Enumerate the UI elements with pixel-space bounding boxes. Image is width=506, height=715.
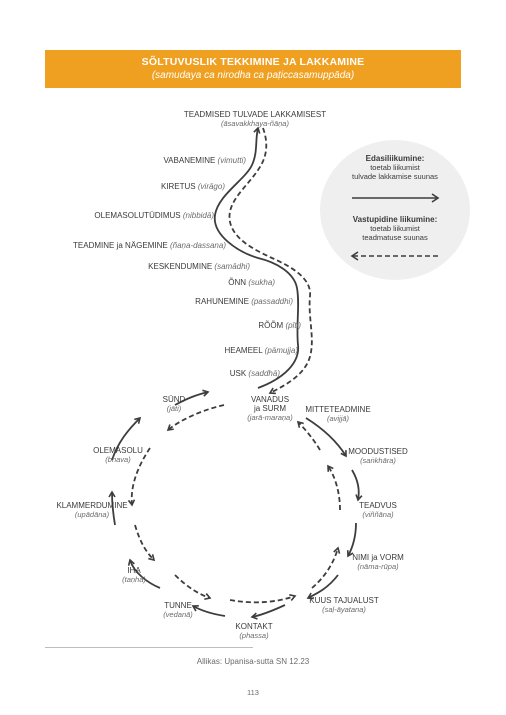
node-pali: (āsavakkhaya-ñāṇa) (221, 119, 289, 128)
legend-forward-line1: toetab liikumist (370, 163, 420, 172)
node-label: KUUS TAJUALUST (309, 596, 379, 605)
node-pali: (nāma-rūpa) (357, 562, 399, 571)
node-pali: (phassa) (239, 631, 269, 640)
forward-arc-5 (252, 605, 285, 617)
node-onn (150, 278, 275, 287)
node-pali: (bhava) (105, 455, 131, 464)
node-label: USK (229, 369, 247, 378)
node-kiretus (80, 182, 225, 191)
node-label: RAHUNEMINE (195, 297, 249, 306)
node-pali: (jāti) (166, 404, 182, 413)
node-tunne (140, 601, 216, 619)
node-label: KONTAKT (235, 622, 273, 631)
node-pali: (virāgo) (197, 182, 225, 191)
node-pali: (sukha) (248, 278, 275, 287)
node-sund (150, 395, 198, 413)
node-label: SÜND (162, 395, 186, 404)
node-heameel (160, 346, 298, 355)
node-iha (104, 566, 164, 584)
node-label: MITTETEADMINE (305, 405, 371, 414)
forward-arc-2 (352, 470, 359, 500)
node-label: NIMI ja VORM (352, 553, 404, 562)
node-label: KESKENDUMINE (148, 262, 213, 271)
diagram-title: SÕLTUVUSLIK TEKKIMINE JA LAKKAMINE (141, 56, 365, 68)
footnote-rule (45, 647, 253, 648)
node-pali: (pāmujja) (264, 346, 298, 355)
legend-reverse-line2: teadmatuse suunas (362, 233, 428, 242)
node-pali: (taṇhā) (122, 575, 146, 584)
node-label: VABANEMINE (163, 156, 216, 165)
reverse-arc-4 (175, 575, 210, 598)
node-label: TEADMINE ja NÄGEMINE (73, 241, 168, 250)
node-label: HEAMEEL (224, 346, 263, 355)
node-label: TEADVUS (359, 501, 397, 510)
node-label: VANADUS (250, 395, 290, 404)
node-nimi-vorm (330, 553, 426, 571)
node-moodustised (330, 447, 426, 465)
node-label: IHA (127, 566, 141, 575)
node-olemasolutudimus (40, 211, 214, 220)
forward-arc-3 (348, 523, 356, 556)
node-pali: (samādhi) (214, 262, 250, 271)
node-pali: (upādāna) (74, 510, 110, 519)
node-rahunemine (120, 297, 293, 306)
legend (320, 140, 470, 280)
node-label: OLEMASOLU (93, 446, 143, 455)
node-teadmised (160, 110, 350, 128)
node-pali: (nibbidā) (182, 211, 214, 220)
node-label-2: ja SURM (253, 404, 286, 413)
node-pali: (vedanā) (163, 610, 193, 619)
node-pali: (ñaṇa-dassana) (169, 241, 226, 250)
node-label: KIRETUS (160, 182, 196, 191)
legend-arrows (320, 140, 470, 280)
node-pali: (passaddhi) (251, 297, 293, 306)
legend-reverse-text (320, 215, 470, 242)
node-klammerdumine (40, 501, 144, 519)
legend-reverse-line1: toetab liikumist (370, 224, 420, 233)
legend-reverse-title: Vastupidine liikumine: (352, 215, 438, 224)
node-pali: (avijjā) (326, 414, 350, 423)
node-label: RÕÕM (258, 321, 284, 330)
node-room (180, 321, 301, 330)
node-label: MOODUSTISED (348, 447, 408, 456)
node-olemasolu (80, 446, 156, 464)
node-label: OLEMASOLUTÜDIMUS (94, 211, 181, 220)
node-pali: (vimutti) (217, 156, 246, 165)
reverse-arc-5 (230, 596, 295, 602)
node-pali: (jarā-maraṇa) (247, 413, 293, 422)
node-teadvus (338, 501, 418, 519)
node-mitteteadmine (290, 405, 386, 423)
reverse-arc-3 (135, 525, 154, 560)
node-keskendumine (80, 262, 250, 271)
node-label: TUNNE (164, 601, 192, 610)
node-pali: (saḷ-āyatana) (322, 605, 366, 614)
legend-forward-title: Edasiliikumine: (365, 154, 425, 163)
node-pali: (saṅkhāra) (360, 456, 396, 465)
node-teadmine-nagemine (30, 241, 226, 250)
node-label: TEADMISED TULVADE LAKKAMISEST (183, 110, 327, 119)
diagram-subtitle: (samudaya ca nirodha ca paṭiccasamuppāda) (151, 70, 355, 81)
node-label: KLAMMERDUMINE (56, 501, 128, 510)
node-label: ÕNN (228, 278, 247, 287)
node-pali: (viññāna) (362, 510, 394, 519)
node-kontakt (214, 622, 294, 640)
legend-forward-line2: tulvade lakkamise suunas (352, 172, 438, 181)
source-citation: Allikas: Upanisa-sutta SN 12.23 (196, 657, 310, 666)
node-pali: (saddhā) (248, 369, 280, 378)
node-kuus-tajualust (294, 596, 394, 614)
node-usk (180, 369, 280, 378)
node-vabanemine (100, 156, 246, 165)
node-pali: (pīti) (285, 321, 301, 330)
page-number: 113 (247, 688, 259, 697)
